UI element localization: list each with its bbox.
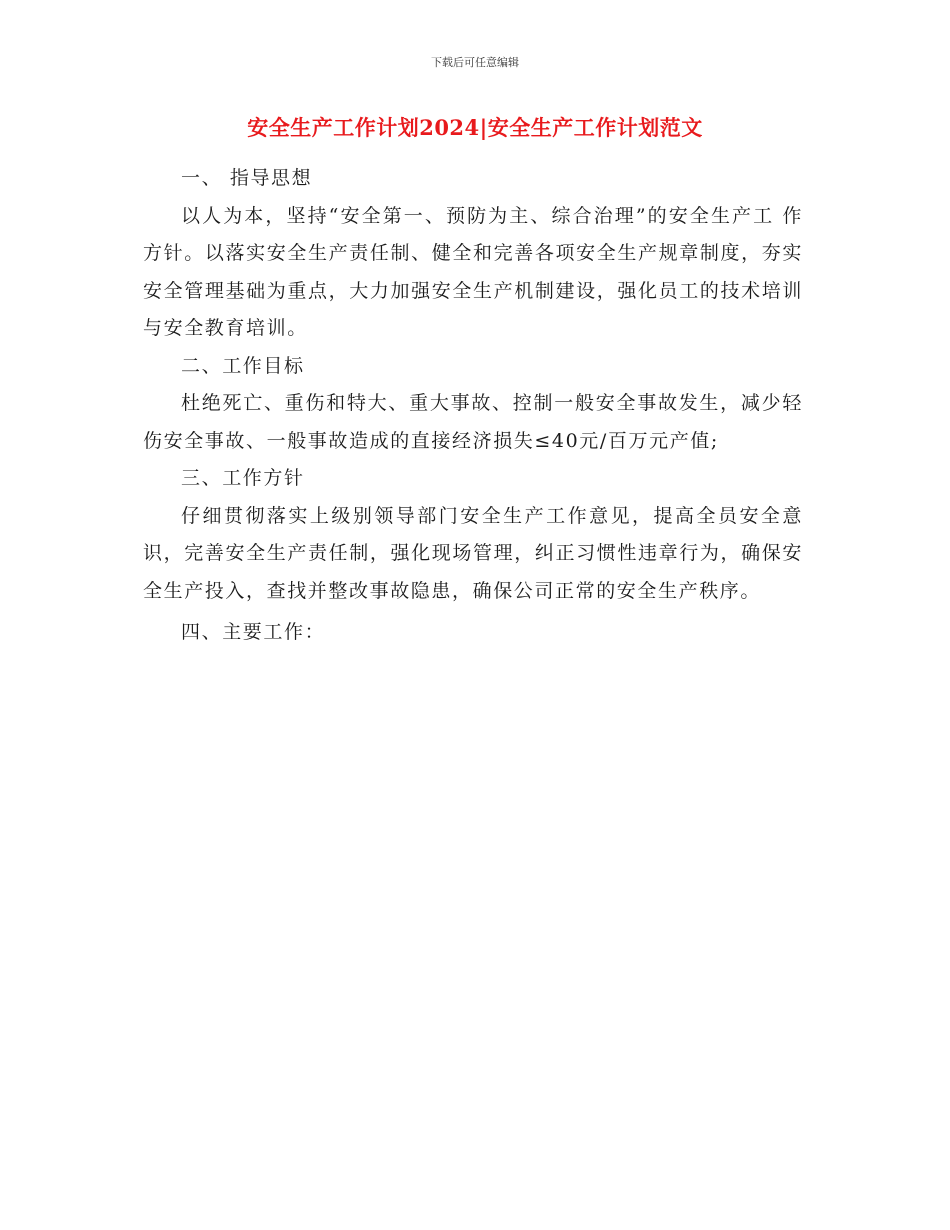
document-title: 安全生产工作计划2024|安全生产工作计划范文 (247, 115, 703, 140)
section-body-guiding-ideology: 以人为本，坚持“安全第一、预防为主、综合治理”的安全生产工 作方针。以落实安全生产责任制、健全和完善各项安全生产规章制度，夯实安全管理基础为重点，大力加强安全生产机制建设，强化员工的技术培训与安全教育培训。 (143, 204, 803, 339)
section-body-work-policy: 仔细贯彻落实上级别领导部门安全生产工作意见，提高全员安全意识，完善安全生产责任制，强化现场管理，纠正习惯性违章行为，确保安全生产投入，查找并整改事故隐患，确保公司正常的安全生产秩序。 (143, 504, 803, 602)
section-heading-main-work: 四、主要工作： (181, 621, 326, 643)
section-heading-guiding-ideology: 一、 指导思想 (181, 167, 313, 189)
section-body-work-goals: 杜绝死亡、重伤和特大、重大事故、控制一般安全事故发生，减少轻伤安全事故、一般事故造成的直接经济损失≤40元/百万元产值; (143, 392, 803, 452)
section-heading-work-goals: 二、工作目标 (181, 354, 305, 377)
section-heading-work-policy: 三、工作方针 (181, 467, 305, 489)
page-header: 下载后可任意编辑 (431, 56, 519, 69)
document-body (143, 160, 803, 652)
